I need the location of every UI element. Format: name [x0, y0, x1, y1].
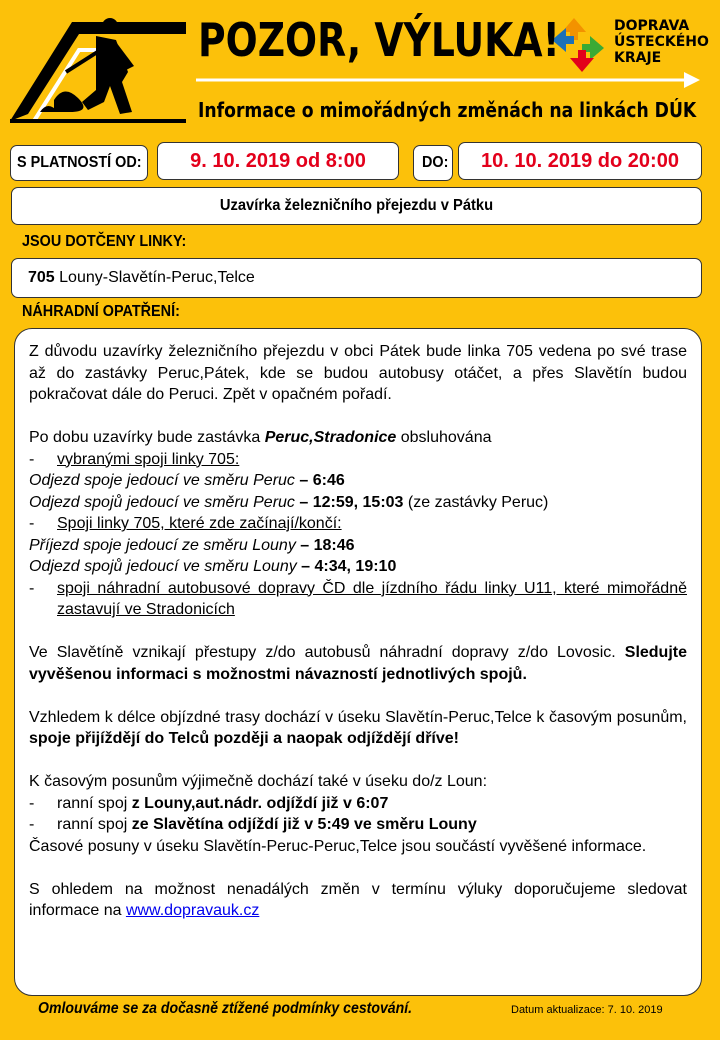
- from-label-box: [10, 145, 148, 181]
- detour-text: Vzhledem k délce objízdné trasy dochází v úseku Slavětín-Peruc,Telce k časovým posunům,: [29, 708, 687, 726]
- transfer-bold: Sledujte vyvěšenou informaci s možnostmi návazností jednotlivých spojů.: [29, 644, 687, 683]
- shift-bold: ze Slavětína odjíždí již v 5:49 ve směru Louny: [131, 816, 477, 833]
- schedule-row: [29, 470, 687, 492]
- schedule-time: – 4:34, 19:10: [296, 558, 397, 575]
- list-item: [29, 449, 687, 471]
- logo-text: [614, 18, 709, 66]
- bullet-text: spoji náhradní autobusové dopravy ČD dle jízdního řádu linky U11, které mimořádně zastavují ve Stradonicích: [57, 579, 687, 618]
- transfer-text: Ve Slavětíně vznikají přestupy z/do autobusů náhradní dopravy z/do Lovosic.: [29, 644, 625, 661]
- duk-logo-icon: [552, 18, 604, 72]
- schedule-time: – 18:46: [295, 536, 355, 554]
- bullet-text: Spoji linky 705, které zde začínají/končí:: [57, 515, 342, 532]
- stop-paragraph: [29, 427, 687, 449]
- bullet-dash: -: [29, 816, 35, 833]
- bullet-text: [57, 814, 687, 836]
- list-item: [29, 814, 687, 836]
- to-date-value: 10. 10. 2019 do 20:00: [481, 149, 679, 172]
- schedule-text: Příjezd spoje jedoucí ze směru Louny: [29, 536, 296, 554]
- shift-note: Časové posuny v úseku Slavětín-Peruc-Peruc,Telce jsou součástí vyvěšené informace.: [29, 837, 647, 855]
- update-date: Datum aktualizace: 7. 10. 2019: [511, 1004, 663, 1016]
- from-label: S PLATNOSTÍ OD:: [17, 154, 142, 171]
- logo-line: ÚSTECKÉHO: [614, 34, 709, 50]
- lines-box: [11, 258, 702, 298]
- shift-pre: ranní spoj: [57, 794, 132, 812]
- roadworks-icon: [10, 18, 186, 121]
- page-title: POZOR, VÝLUKA!: [198, 13, 560, 67]
- bullet-dash: -: [29, 794, 35, 812]
- bullet-dash: -: [29, 579, 35, 597]
- list-item: [29, 578, 687, 621]
- schedule-time: – 12:59, 15:03: [294, 493, 404, 511]
- lines-label: JSOU DOTČENY LINKY:: [22, 233, 187, 250]
- stop-pre: Po dobu uzavírky bude zastávka: [29, 429, 265, 446]
- line-number: 705: [28, 269, 55, 286]
- schedule-row: [29, 535, 687, 557]
- transfer-paragraph: [29, 642, 687, 685]
- final-text: S ohledem na možnost nenadálých změn v termínu výluky doporučujeme sledovat informace na: [29, 880, 687, 919]
- from-date-value: 9. 10. 2019 od 8:00: [190, 149, 366, 172]
- schedule-row: [29, 556, 687, 578]
- to-date: [458, 142, 702, 180]
- shift-intro: K časovým posunům výjimečně dochází také v úseku do/z Loun:: [29, 773, 488, 790]
- shift-bold: z Louny,aut.nádr. odjíždí již v 6:07: [131, 794, 389, 812]
- page-subtitle: Informace o mimořádných změnách na linkách DÚK: [198, 98, 697, 122]
- schedule-text: Odjezd spojů jedoucí ve směru Peruc: [29, 493, 295, 511]
- bullet-text: [57, 793, 687, 815]
- apology-text: Omlouváme se za dočasně ztížené podmínky cestování.: [38, 1000, 413, 1017]
- website-link[interactable]: www.dopravauk.cz: [125, 902, 260, 919]
- to-label: DO:: [422, 154, 449, 171]
- headline-box: [11, 187, 702, 225]
- logo-line: DOPRAVA: [614, 18, 690, 34]
- shift-pre: ranní spoj: [57, 816, 132, 833]
- to-label-box: [413, 145, 453, 181]
- line-route: Louny-Slavětín-Peruc,Telce: [54, 269, 255, 286]
- intro-paragraph: Z důvodu uzavírky železničního přejezdu v obci Pátek bude linka 705 vedena po své trase až do zastávky Peruc,Pátek, kde se budou autobusy otáčet, a přes Slavětín budou pokračovat dále do Peruci. Zpět v opačném pořadí.: [29, 343, 687, 403]
- stop-post: obsluhována: [396, 429, 492, 446]
- detour-bold: spoje přijíždějí do Telců později a naopak odjíždějí dříve!: [29, 730, 459, 747]
- bullet-text: vybranými spoji linky 705:: [57, 450, 240, 468]
- list-item: [29, 793, 687, 815]
- final-paragraph: [29, 879, 687, 922]
- schedule-text: Odjezd spoje jedoucí ve směru Peruc: [29, 472, 295, 489]
- bullet-dash: -: [29, 515, 35, 532]
- measures-label: NÁHRADNÍ OPATŘENÍ:: [22, 303, 180, 320]
- headline: Uzavírka železničního přejezdu v Pátku: [219, 197, 494, 214]
- from-date: [157, 142, 399, 180]
- detour-paragraph: [29, 707, 687, 750]
- measures-box: [14, 328, 702, 996]
- schedule-text: Odjezd spojů jedoucí ve směru Louny: [29, 558, 297, 575]
- bullet-dash: -: [29, 450, 35, 468]
- schedule-time: – 6:46: [294, 472, 345, 489]
- schedule-note: (ze zastávky Peruc): [403, 493, 549, 511]
- stop-name: Peruc,Stradonice: [264, 429, 397, 446]
- logo-line: KRAJE: [614, 50, 662, 66]
- list-item: [29, 513, 687, 535]
- schedule-row: [29, 492, 687, 514]
